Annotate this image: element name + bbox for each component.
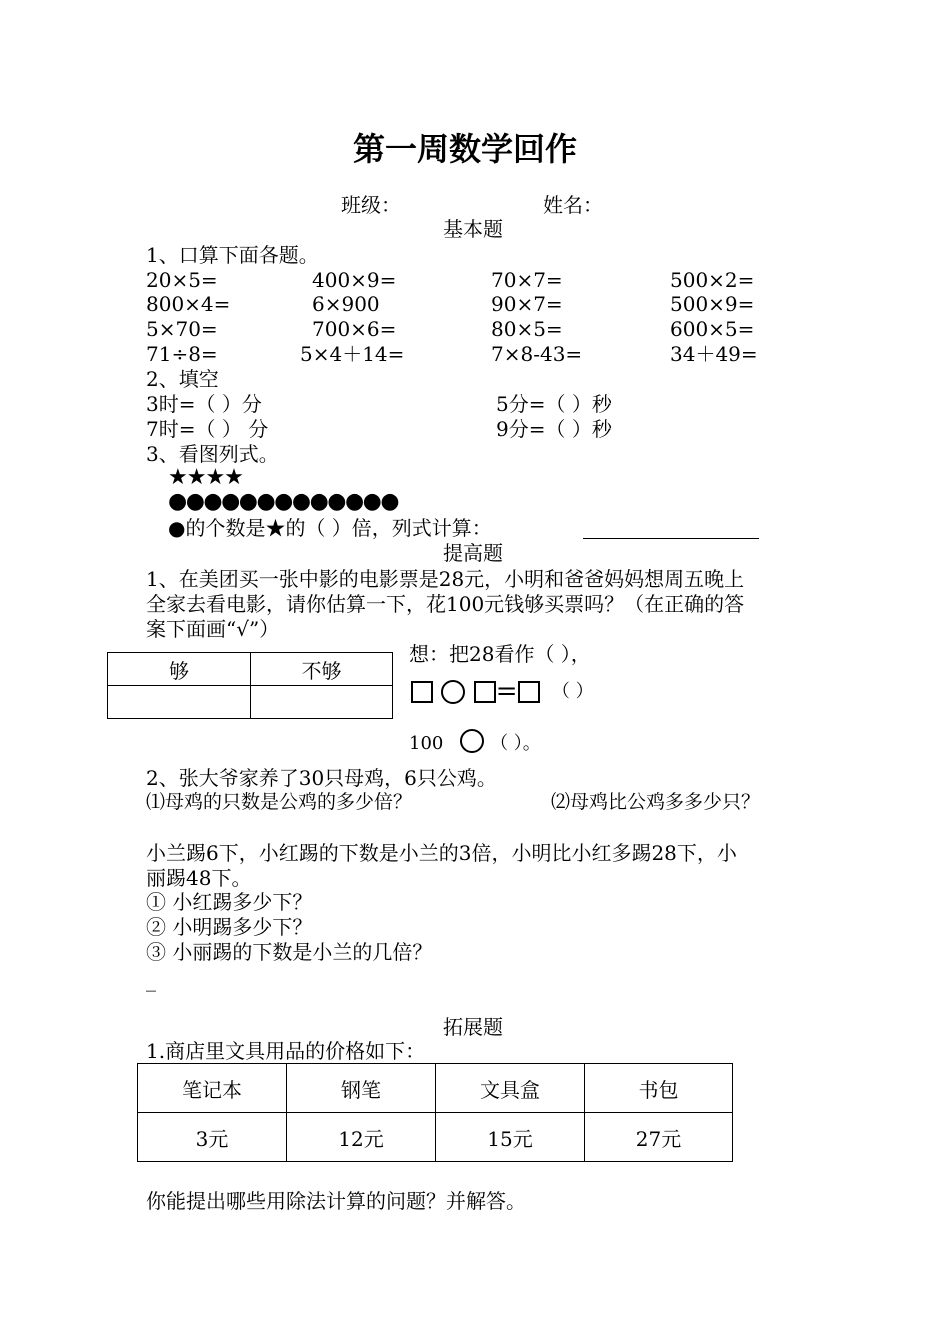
q1-item: 6×900 xyxy=(312,292,380,316)
q3-answer-line xyxy=(583,538,759,539)
adv2-sub2: ⑵母鸡比公鸡多多少只？ xyxy=(551,791,761,813)
q1-item: 5×70= xyxy=(146,317,218,341)
q1-item: 20×5= xyxy=(146,268,218,292)
adv3-question: ① 小红踢多少下？ xyxy=(146,890,313,914)
table-cell: 12元 xyxy=(287,1113,436,1162)
q1-title: 1、口算下面各题。 xyxy=(146,243,319,267)
q3-question: ●的个数是★的（ ）倍，列式计算： xyxy=(168,516,492,540)
q2-item: 7时=（ ） 分 xyxy=(146,417,269,441)
square-icon xyxy=(411,681,433,703)
adv1-line: 1、在美团买一张中影的电影票是28元，小明和爸爸妈妈想周五晚上 xyxy=(146,567,745,591)
table-cell: 15元 xyxy=(436,1113,585,1162)
adv2-sub1: ⑴母鸡的只数是公鸡的多少倍？ xyxy=(146,791,413,813)
q2-item: 5分=（ ）秒 xyxy=(496,392,612,416)
q1-item: 800×4= xyxy=(146,292,231,316)
circle-icon xyxy=(441,680,465,704)
adv2-title: 2、张大爷家养了30只母鸡，6只公鸡。 xyxy=(146,766,497,790)
ext-question: 你能提出哪些用除法计算的问题？并解答。 xyxy=(146,1189,526,1213)
q1-item: 80×5= xyxy=(491,317,563,341)
adv1-equation xyxy=(411,676,594,707)
table-header-cell: 够 xyxy=(108,653,251,686)
table-header-cell: 笔记本 xyxy=(138,1064,287,1113)
q3-dots: ●●●●●●●●●●●●● xyxy=(168,489,399,514)
adv1-answer-table xyxy=(107,652,393,719)
q1-item: 71÷8= xyxy=(146,342,218,366)
adv3-line: 小兰踢6下，小红踢的下数是小兰的3倍，小明比小红多踢28下，小 xyxy=(146,841,737,865)
q1-item: 34＋49= xyxy=(670,342,758,366)
table-header-cell: 文具盒 xyxy=(436,1064,585,1113)
q2-title: 2、填空 xyxy=(146,367,219,391)
adv1-hundred-line xyxy=(409,729,541,759)
table-cell: 3元 xyxy=(138,1113,287,1162)
q1-item: 700×6= xyxy=(312,317,397,341)
answer-cell[interactable] xyxy=(108,686,251,719)
price-table xyxy=(137,1063,733,1162)
q1-item: 5×4＋14= xyxy=(300,342,405,366)
q1-item: 500×2= xyxy=(670,268,755,292)
page-title: 第一周数学回作 xyxy=(353,130,578,168)
ext1-title: 1.商店里文具用品的价格如下： xyxy=(146,1039,426,1063)
q2-item: 9分=（ ）秒 xyxy=(496,417,612,441)
q2-item: 3时=（ ）分 xyxy=(146,392,262,416)
section-ext-heading: 拓展题 xyxy=(443,1015,503,1039)
q1-item: 600×5= xyxy=(670,317,755,341)
adv1-eq-blank: （ ） xyxy=(551,680,594,702)
q1-item: 90×7= xyxy=(491,292,563,316)
q1-item: 400×9= xyxy=(312,268,397,292)
q3-stars: ★★★★ xyxy=(168,465,243,490)
adv1-line: 案下面画“√”） xyxy=(146,617,280,641)
circle-icon xyxy=(460,729,484,753)
table-header-cell: 不够 xyxy=(251,653,393,686)
adv3-dash: _ xyxy=(146,968,156,992)
q1-item: 7×8-43= xyxy=(491,342,583,366)
q3-title: 3、看图列式。 xyxy=(146,442,279,466)
class-label: 班级： xyxy=(341,193,401,217)
adv1-hundred: 100 xyxy=(409,733,444,754)
table-header-cell: 钢笔 xyxy=(287,1064,436,1113)
table-header-cell: 书包 xyxy=(585,1064,733,1113)
section-advanced-heading: 提高题 xyxy=(443,541,503,565)
adv1-think: 想：把28看作（ ）， xyxy=(409,642,591,666)
square-icon xyxy=(474,681,496,703)
adv1-line: 全家去看电影，请你估算一下，花100元钱够买票吗？（在正确的答 xyxy=(146,592,745,616)
name-label: 姓名： xyxy=(543,193,603,217)
adv1-end: （ ）。 xyxy=(490,733,541,754)
section-basic-heading: 基本题 xyxy=(443,217,503,241)
q1-item: 500×9= xyxy=(670,292,755,316)
q1-item: 70×7= xyxy=(491,268,563,292)
equals-sign: = xyxy=(495,676,518,707)
table-cell: 27元 xyxy=(585,1113,733,1162)
square-icon xyxy=(518,681,540,703)
adv3-line: 丽踢48下。 xyxy=(146,866,252,890)
answer-cell[interactable] xyxy=(251,686,393,719)
adv3-question: ③ 小丽踢的下数是小兰的几倍？ xyxy=(146,940,433,964)
adv3-question: ② 小明踢多少下？ xyxy=(146,915,313,939)
